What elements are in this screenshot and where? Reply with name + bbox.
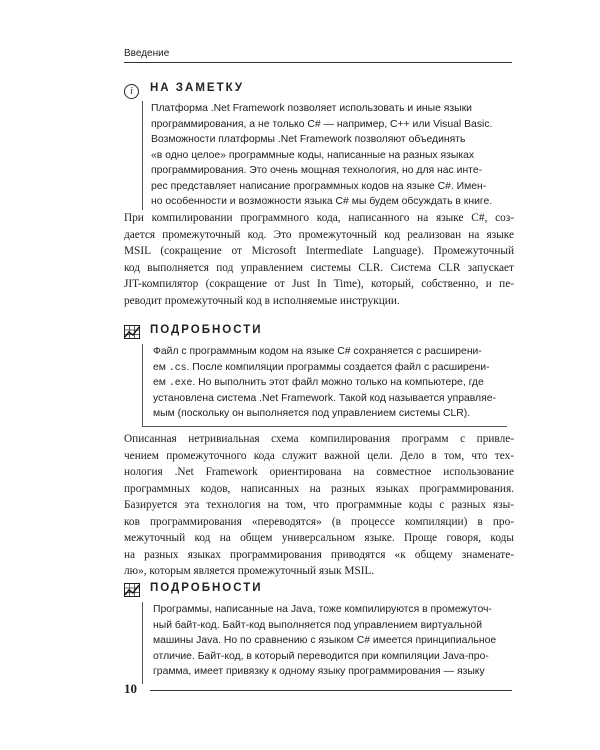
header-rule <box>124 62 512 63</box>
paragraph-line: чением промежуточного кода служит важной цели. Дело в том, что тех- <box>124 449 514 462</box>
details-line: Программы, написанные на Java, тоже компилируются в промежуточ- <box>153 604 492 615</box>
paragraph-line: на разных языках программирования приводятся «к общему знаменате- <box>124 548 514 561</box>
body-paragraph-1 <box>124 210 514 309</box>
details-text: . После компиляции программы создается файл с расширени- <box>186 361 490 373</box>
details-line: мым (поскольку он выполняется под управлением системы CLR). <box>153 408 471 419</box>
note-line: «в одно целое» программные коды, написанные на разных языках <box>151 149 475 161</box>
details-line <box>153 375 507 391</box>
paragraph-line: Описанная нетривиальная схема компилирования программ с привле- <box>124 433 514 445</box>
paragraph-line: программных кодов, написанных на разных языках программирования. <box>124 482 514 495</box>
details-text: ем <box>153 361 169 373</box>
details-body <box>142 344 507 427</box>
info-icon: i <box>124 84 139 99</box>
paragraph-line: дается промежуточный код. Это промежуточный код реализован на языке <box>124 228 514 241</box>
file-extension-exe: .exe <box>168 377 193 388</box>
paragraph-line: лю», которым является промежуточный язык MSIL. <box>124 565 375 577</box>
details-line: отличие. Байт-код, в который переводится при компиляции Java-про- <box>153 650 489 662</box>
details-text: . Но выполнить этот файл можно только на компьютере, где <box>192 377 484 388</box>
paragraph-line: Базируется эта технология на том, что программные коды с разных язы- <box>124 499 514 511</box>
paragraph-line: ков программирования «переводятся» (в процессе компиляции) в про- <box>124 515 514 528</box>
page-number: 10 <box>124 681 137 696</box>
paragraph-line: нология .Net Framework ориентирована на совместное использование <box>124 466 514 478</box>
paragraph-line: MSIL (сокращение от Microsoft Intermediate Language). Промежуточный <box>124 245 514 257</box>
running-header: Введение <box>124 48 170 59</box>
paragraph-line: код выполняется под управлением системы CLR. Система CLR запускает <box>124 261 514 274</box>
details-line: грамма, имеет привязку к одному языку программирования — языку <box>153 666 485 677</box>
note-heading: НА ЗАМЕТКУ <box>150 82 245 94</box>
note-line: программирования, а не только C# — например, C++ или Visual Basic. <box>151 118 493 130</box>
file-extension-cs: .cs <box>168 361 187 373</box>
body-paragraph-2 <box>124 431 514 580</box>
note-line: но особенности и возможности языка C# мы будем обсуждать в книге. <box>151 196 493 207</box>
details-text: ем <box>153 377 169 388</box>
details-line: Файл с программным кодом на языке C# сохраняется с расширени- <box>153 346 482 357</box>
note-line: рес представляет написание программных кодов на языке C#. Имен- <box>151 180 487 192</box>
chart-grid-icon <box>124 583 140 597</box>
paragraph-line: межуточный код на общем универсальном языке. Проще говоря, коды <box>124 532 514 544</box>
note-line: Платформа .Net Framework позволяет использовать и иные языки <box>151 103 472 114</box>
note-line: программирования. Это очень мощная технология, но для нас инте- <box>151 165 483 176</box>
details-heading: ПОДРОБНОСТИ <box>150 324 263 336</box>
details-body <box>142 602 507 684</box>
details-line: установлена система .Net Framework. Такой код называется управляе- <box>153 392 496 404</box>
paragraph-line: JIT-компилятор (сокращение от Just In Time), который, собственно, и пе- <box>124 278 514 290</box>
footer-rule <box>150 690 512 691</box>
details-line: машины Java. Но по сравнению с языком C# имеется принципиальное <box>153 635 497 646</box>
details-line: ный байт-код. Байт-код выполняется под управлением виртуальной <box>153 619 483 631</box>
chart-grid-icon <box>124 325 140 339</box>
paragraph-line: реводит промежуточный код в исполняемые инструкции. <box>124 294 400 307</box>
details-heading: ПОДРОБНОСТИ <box>150 582 263 594</box>
note-line: Возможности платформы .Net Framework позволяют объединять <box>151 134 466 145</box>
paragraph-line: При компилировании программного кода, написанного на языке C#, соз- <box>124 212 514 224</box>
note-body <box>142 101 515 210</box>
details-line <box>153 360 507 376</box>
